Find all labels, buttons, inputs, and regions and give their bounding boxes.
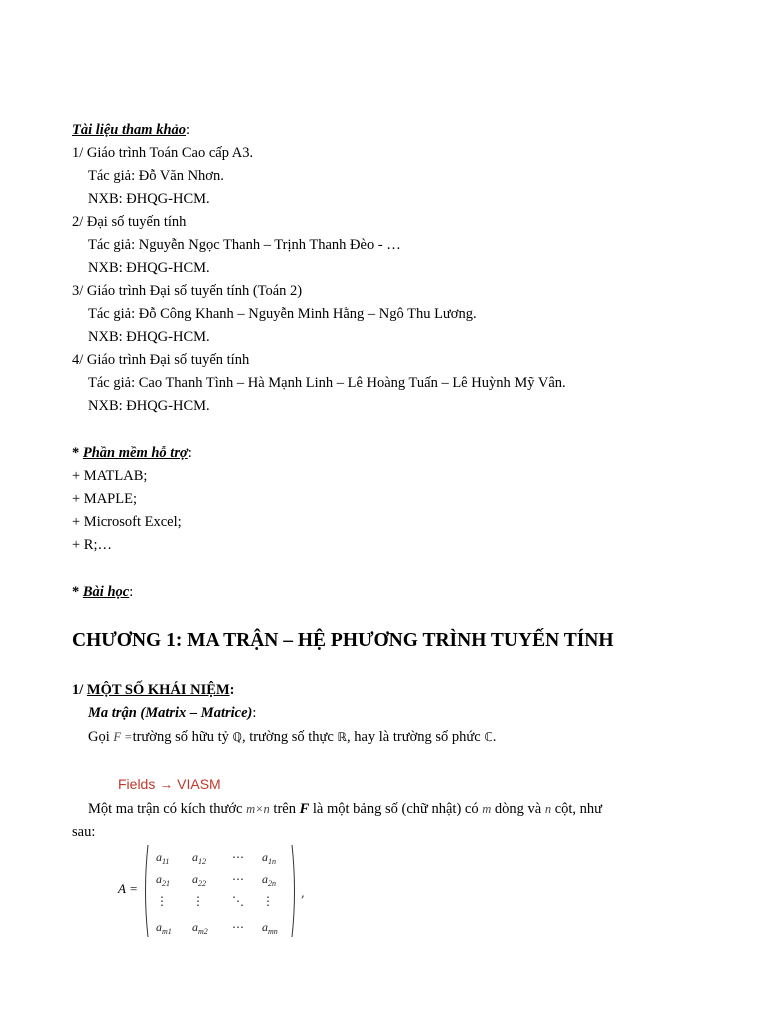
chapter-title: CHƯƠNG 1: MA TRẬN – HỆ PHƯƠNG TRÌNH TUYẾN TÍNH — [72, 630, 614, 651]
ref-1-title: 1/ Giáo trình Toán Cao cấp A3. — [72, 145, 254, 161]
ref-1-author: Tác giả: Đỗ Văn Nhơn. — [88, 168, 224, 184]
software-item: + R;… — [72, 537, 113, 553]
rationals-symbol: ℚ — [232, 730, 242, 744]
matrix-entry: $a_{22}$ — [192, 872, 206, 888]
ref-2-title: 2/ Đại số tuyến tính — [72, 214, 187, 230]
matrix-entry: $a_{12}$ — [192, 850, 206, 866]
software-heading-line: * Phần mềm hỗ trợ: — [72, 445, 192, 461]
matrix-entry: ⋱ — [232, 894, 244, 908]
matrix-body — [142, 843, 318, 939]
matrix-trailing-comma: , — [301, 886, 305, 900]
ref-2-author: Tác giả: Nguyễn Ngọc Thanh – Trịnh Thanh Đèo - … — [88, 237, 401, 253]
complex-symbol: ℂ — [484, 730, 493, 744]
matrix-entry: ⋯ — [232, 872, 244, 886]
ref-4-publisher: NXB: ĐHQG-HCM. — [88, 398, 210, 414]
matrix-sentence-line: Một ma trận có kích thước m×n trên F là một bảng số (chữ nhật) có m dòng và n cột, như — [88, 801, 603, 817]
matrix-equation — [118, 843, 318, 939]
matrix-entry: ⋮ — [192, 894, 204, 908]
matrix-entry: ⋯ — [232, 850, 244, 864]
references-heading-line: Tài liệu tham khảo: — [72, 122, 191, 138]
ref-3-publisher: NXB: ĐHQG-HCM. — [88, 329, 210, 345]
definition-line: Gọi F =trường số hữu tỷ ℚ, trường số thực ℝ, hay là trường số phức ℂ. — [88, 729, 497, 745]
matrix-entry: $a_{21}$ — [156, 872, 170, 888]
software-item: + Microsoft Excel; — [72, 514, 182, 530]
ref-4-author: Tác giả: Cao Thanh Tình – Hà Mạnh Linh – Lê Hoàng Tuấn – Lê Huỳnh Mỹ Vân. — [88, 375, 566, 391]
matrix-entry: $a_{1n}$ — [262, 850, 276, 866]
reals-symbol: ℝ — [337, 730, 347, 744]
matrix-entry: $a_{m1}$ — [156, 920, 172, 936]
section-title: MỘT SỐ KHÁI NIỆM — [86, 682, 230, 698]
lessons-heading-line: * Bài học: — [72, 584, 134, 600]
matrix-entry: $a_{m2}$ — [192, 920, 208, 936]
right-paren — [292, 845, 295, 937]
matrix-subheading: Ma trận (Matrix – Matrice) — [88, 705, 253, 721]
matrix-entry: $a_{mn}$ — [262, 920, 278, 936]
matrix-entry: $a_{2n}$ — [262, 872, 276, 888]
matrix-eq-sign: = — [130, 881, 138, 896]
matrix-subheading-line: Ma trận (Matrix – Matrice): — [88, 705, 257, 721]
matrix-sentence-continuation: sau: — [72, 824, 96, 840]
matrix-entry: $a_{11}$ — [156, 850, 170, 866]
ref-3-author: Tác giả: Đỗ Công Khanh – Nguyễn Minh Hằng – Ngô Thu Lương. — [88, 306, 477, 322]
software-item: + MAPLE; — [72, 491, 137, 507]
ref-3-title: 3/ Giáo trình Đại số tuyến tính (Toán 2) — [72, 283, 303, 299]
software-heading: Phần mềm hỗ trợ — [82, 445, 188, 461]
section-heading: 1/ MỘT SỐ KHÁI NIỆM: — [72, 682, 235, 698]
fields-note: Fields → VIASM — [118, 776, 221, 792]
ref-1-publisher: NXB: ĐHQG-HCM. — [88, 191, 210, 207]
software-item: + MATLAB; — [72, 468, 148, 484]
ref-4-title: 4/ Giáo trình Đại số tuyến tính — [72, 352, 250, 368]
matrix-entry: ⋮ — [156, 894, 168, 908]
references-heading: Tài liệu tham khảo — [72, 122, 187, 138]
ref-2-publisher: NXB: ĐHQG-HCM. — [88, 260, 210, 276]
left-paren — [146, 845, 149, 937]
matrix-lhs: A — [118, 881, 126, 896]
matrix-entry: ⋯ — [232, 920, 244, 934]
matrix-entry: ⋮ — [262, 894, 274, 908]
lessons-heading: Bài học — [82, 584, 130, 600]
